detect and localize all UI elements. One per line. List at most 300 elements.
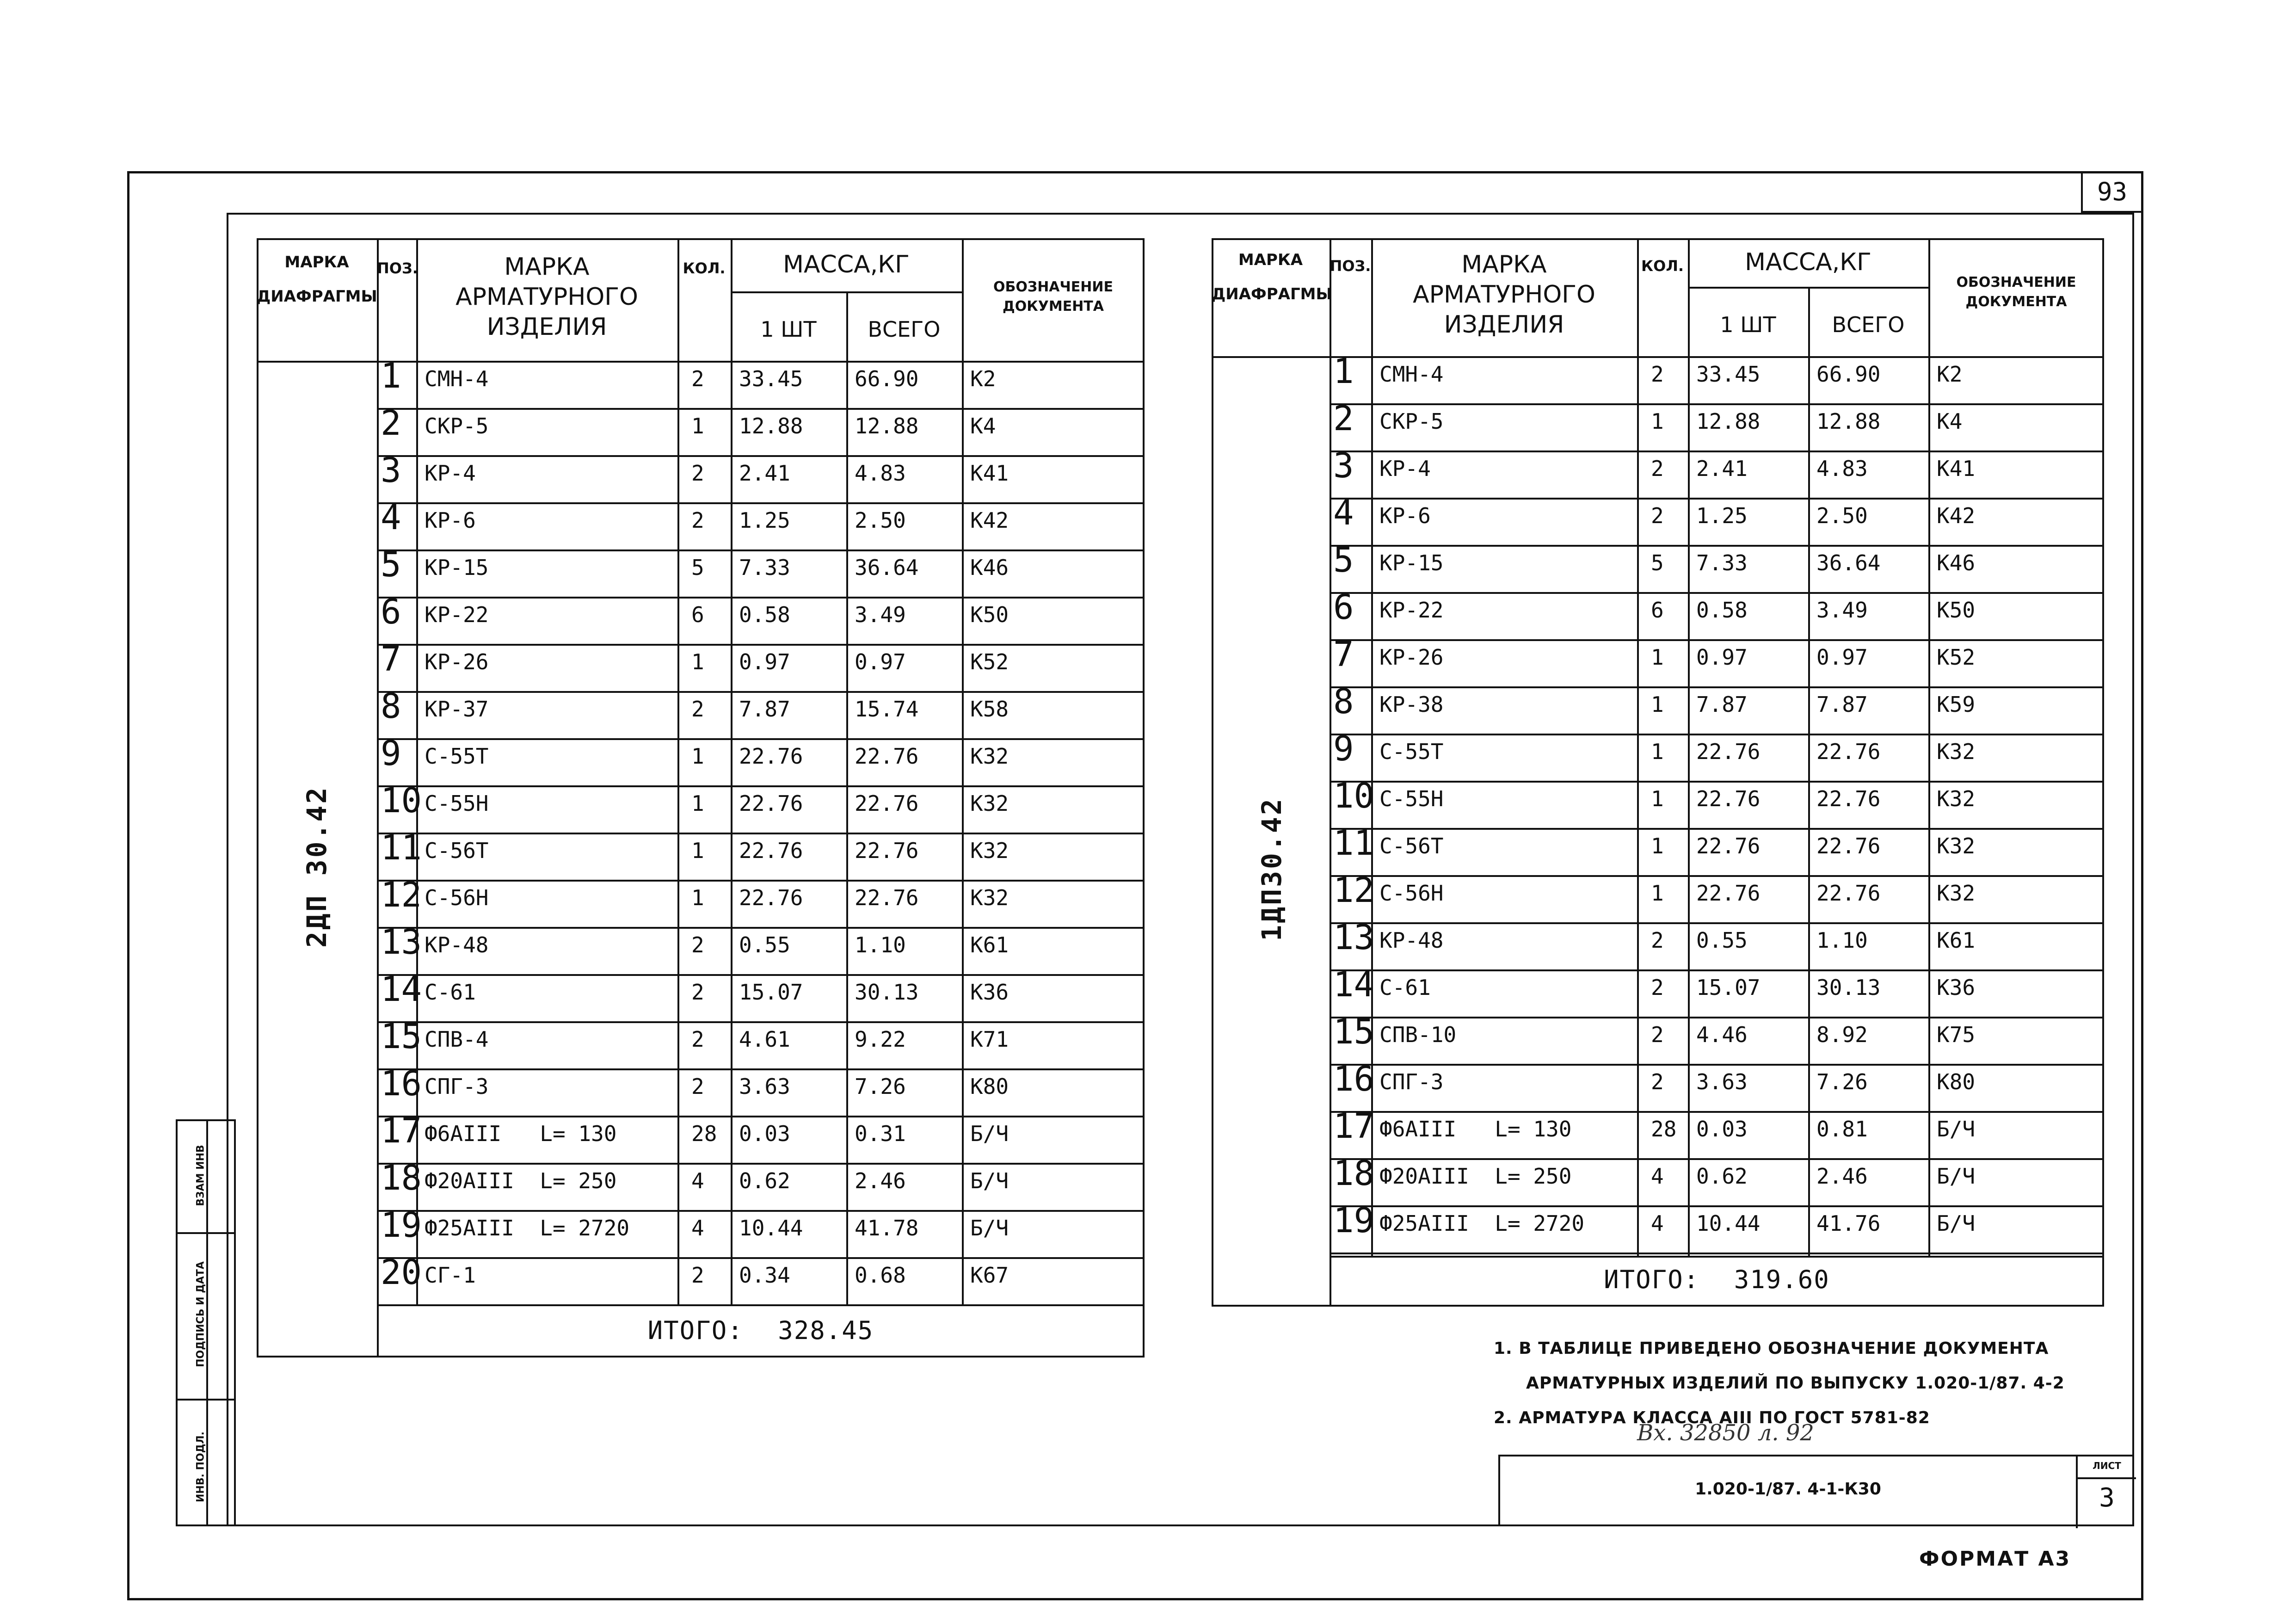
row-qty: 2 [1651, 362, 1664, 387]
row-unit-mass: 22.76 [1696, 881, 1760, 906]
row-pos: 4 [381, 498, 401, 537]
row-line [377, 644, 1145, 646]
row-line [377, 455, 1145, 457]
col-line [1637, 238, 1639, 1256]
row-qty: 4 [691, 1168, 704, 1193]
row-unit-mass: 0.62 [739, 1168, 790, 1193]
row-unit-mass: 15.07 [1696, 975, 1760, 1000]
row-doc: Б/Ч [1937, 1117, 1976, 1142]
row-total-mass: 12.88 [855, 413, 919, 438]
row-line [377, 927, 1145, 929]
header-product: МАРКА АРМАТУРНОГО ИЗДЕЛИЯ [456, 253, 638, 341]
row-unit-mass: 3.63 [739, 1074, 790, 1099]
row-mark: С-61 [425, 980, 476, 1005]
row-line [1330, 1064, 2104, 1066]
row-unit-mass: 0.97 [739, 649, 790, 674]
row-mark: С-56Т [425, 838, 489, 863]
note-1: 1. В ТАБЛИЦЕ ПРИВЕДЕНО ОБОЗНАЧЕНИЕ ДОКУМЕНТА [1494, 1339, 2049, 1358]
row-line [377, 1210, 1145, 1212]
row-unit-mass: 0.03 [1696, 1117, 1748, 1142]
row-mark: Ф25АIII L= 2720 [425, 1216, 630, 1240]
row-unit-mass: 7.33 [1696, 550, 1748, 575]
row-unit-mass: 1.25 [739, 508, 790, 533]
row-qty: 2 [1651, 503, 1664, 528]
row-line [377, 1021, 1145, 1023]
row-qty: 2 [1651, 456, 1664, 481]
row-qty: 2 [691, 461, 704, 486]
row-pos: 12 [381, 875, 422, 915]
row-mark: С-56Н [1379, 881, 1444, 906]
row-doc: К50 [970, 602, 1009, 627]
row-doc: К41 [1937, 456, 1976, 481]
row-mark: СМН-4 [425, 366, 489, 391]
row-unit-mass: 0.97 [1696, 645, 1748, 670]
stamp-col-divider [206, 1121, 208, 1524]
row-pos: 13 [381, 922, 422, 962]
header-unit: 1 ШТ [1720, 312, 1776, 337]
row-doc: К58 [970, 697, 1009, 722]
row-doc: К71 [970, 1027, 1009, 1052]
row-line [377, 833, 1145, 834]
row-pos: 20 [381, 1253, 422, 1292]
row-line [1330, 781, 2104, 783]
col-line [962, 238, 964, 1304]
row-unit-mass: 2.41 [739, 461, 790, 486]
row-qty: 4 [1651, 1211, 1664, 1236]
row-line [1330, 1111, 2104, 1113]
row-doc: К46 [1937, 550, 1976, 575]
row-line [1330, 403, 2104, 405]
row-qty: 2 [1651, 1069, 1664, 1094]
col-line [731, 238, 733, 1304]
row-qty: 1 [1651, 409, 1664, 434]
row-doc: К32 [970, 744, 1009, 769]
sheet-number: 93 [2097, 177, 2128, 206]
sheet-cell-divider [2078, 1477, 2136, 1479]
row-mark: СПВ-10 [1379, 1022, 1457, 1047]
row-mark: КР-22 [425, 602, 489, 627]
row-qty: 2 [1651, 1022, 1664, 1047]
row-line [1330, 1158, 2104, 1160]
row-qty: 2 [691, 697, 704, 722]
row-pos: 10 [381, 781, 422, 821]
row-mark: КР-6 [1379, 503, 1431, 528]
row-mark: СПГ-3 [425, 1074, 489, 1099]
row-pos: 18 [1333, 1154, 1375, 1193]
row-unit-mass: 33.45 [739, 366, 803, 391]
row-total-mass: 0.31 [855, 1121, 906, 1146]
row-pos: 7 [1333, 635, 1354, 674]
stamp-label-replace: ВЗАМ ИНВ [195, 1145, 207, 1206]
right-table [1212, 238, 2104, 1307]
row-line [377, 1116, 1145, 1117]
header-diaphragm: МАРКА ДИАФРАГМЫ [1212, 251, 1332, 304]
row-line [377, 974, 1145, 976]
row-unit-mass: 22.76 [1696, 833, 1760, 858]
row-line [1330, 969, 2104, 971]
row-total-mass: 22.76 [855, 885, 919, 910]
row-doc: К46 [970, 555, 1009, 580]
row-qty: 2 [691, 932, 704, 957]
row-qty: 1 [1651, 786, 1664, 811]
row-doc: К2 [1937, 362, 1963, 387]
row-pos: 15 [381, 1017, 422, 1056]
row-doc: К52 [1937, 645, 1976, 670]
row-pos: 16 [1333, 1059, 1375, 1099]
row-doc: К41 [970, 461, 1009, 486]
row-line [377, 1163, 1145, 1165]
row-pos: 11 [1333, 823, 1375, 863]
row-mark: КР-26 [1379, 645, 1444, 670]
row-line [1330, 734, 2104, 735]
row-pos: 3 [1333, 446, 1354, 486]
row-total-mass: 1.10 [855, 932, 906, 957]
row-pos: 12 [1333, 870, 1375, 910]
row-mark: СПВ-4 [425, 1027, 489, 1052]
row-total-mass: 3.49 [1816, 598, 1868, 623]
row-line [377, 502, 1145, 504]
total-row [377, 1316, 1145, 1345]
total-label: ИТОГО: [1604, 1265, 1700, 1294]
row-total-mass: 30.13 [855, 980, 919, 1005]
row-qty: 1 [1651, 881, 1664, 906]
row-pos: 6 [1333, 587, 1354, 627]
row-doc: К4 [970, 413, 996, 438]
row-qty: 2 [691, 1263, 704, 1288]
row-doc: К32 [970, 838, 1009, 863]
row-pos: 5 [381, 545, 401, 585]
row-mark: С-61 [1379, 975, 1431, 1000]
row-qty: 1 [691, 649, 704, 674]
row-mark: СПГ-3 [1379, 1069, 1444, 1094]
row-unit-mass: 0.34 [739, 1263, 790, 1288]
row-mark: КР-38 [1379, 692, 1444, 717]
row-mark: СГ-1 [425, 1263, 476, 1288]
row-total-mass: 41.76 [1816, 1211, 1881, 1236]
row-qty: 1 [691, 744, 704, 769]
row-pos: 1 [381, 356, 401, 396]
header-product: МАРКА АРМАТУРНОГО ИЗДЕЛИЯ [1413, 251, 1595, 339]
row-qty: 1 [691, 838, 704, 863]
header-total: ВСЕГО [868, 317, 941, 342]
row-mark: Ф6АIII L= 130 [1379, 1117, 1572, 1142]
row-qty: 2 [691, 980, 704, 1005]
row-total-mass: 4.83 [855, 461, 906, 486]
row-qty: 2 [691, 1027, 704, 1052]
row-doc: К52 [970, 649, 1009, 674]
row-doc: К32 [1937, 739, 1976, 764]
header-mass: МАССА,КГ [1745, 248, 1871, 276]
row-total-mass: 22.76 [855, 838, 919, 863]
row-mark: Ф25АIII L= 2720 [1379, 1211, 1585, 1236]
row-qty: 2 [691, 366, 704, 391]
row-total-mass: 66.90 [855, 366, 919, 391]
row-total-mass: 22.76 [855, 744, 919, 769]
row-line [1330, 1017, 2104, 1018]
row-line [1330, 875, 2104, 877]
row-unit-mass: 1.25 [1696, 503, 1748, 528]
row-total-mass: 4.83 [1816, 456, 1868, 481]
total-label: ИТОГО: [647, 1316, 744, 1345]
row-unit-mass: 22.76 [739, 838, 803, 863]
col-line [1330, 238, 1331, 1307]
col-line [1688, 238, 1690, 1256]
row-qty: 5 [1651, 550, 1664, 575]
row-line [1330, 592, 2104, 594]
total-value: 328.45 [778, 1316, 874, 1345]
row-line [377, 880, 1145, 882]
row-pos: 8 [1333, 682, 1354, 722]
row-doc: К32 [970, 885, 1009, 910]
header-diaphragm: МАРКА ДИАФРАГМЫ [257, 253, 377, 306]
row-total-mass: 2.46 [855, 1168, 906, 1193]
row-pos: 15 [1333, 1012, 1375, 1052]
row-mark: КР-26 [425, 649, 489, 674]
row-unit-mass: 22.76 [739, 885, 803, 910]
row-total-mass: 7.26 [1816, 1069, 1868, 1094]
row-pos: 14 [1333, 965, 1375, 1005]
row-line [377, 408, 1145, 410]
row-pos: 17 [1333, 1106, 1375, 1146]
row-mark: КР-6 [425, 508, 476, 533]
row-qty: 6 [691, 602, 704, 627]
row-mark: КР-37 [425, 697, 489, 722]
row-pos: 11 [381, 828, 422, 868]
sheet-number-box [2081, 171, 2143, 213]
row-unit-mass: 0.55 [1696, 928, 1748, 953]
row-unit-mass: 0.55 [739, 932, 790, 957]
row-doc: К32 [970, 791, 1009, 816]
row-pos: 9 [1333, 729, 1354, 769]
row-line [1330, 1253, 2104, 1254]
left-table [257, 238, 1145, 1358]
row-total-mass: 36.64 [855, 555, 919, 580]
row-total-mass: 9.22 [855, 1027, 906, 1052]
row-line [1330, 828, 2104, 830]
row-total-mass: 22.76 [1816, 881, 1881, 906]
col-line [377, 238, 379, 1358]
row-mark: КР-4 [425, 461, 476, 486]
row-doc: К32 [1937, 881, 1976, 906]
row-mark: КР-22 [1379, 598, 1444, 623]
row-unit-mass: 22.76 [1696, 739, 1760, 764]
row-doc: К36 [1937, 975, 1976, 1000]
row-mark: КР-48 [1379, 928, 1444, 953]
row-mark: Ф20АIII L= 250 [1379, 1164, 1572, 1189]
row-mark: С-55Н [1379, 786, 1444, 811]
row-mark: С-56Н [425, 885, 489, 910]
col-line [1808, 287, 1810, 1256]
row-doc: К61 [1937, 928, 1976, 953]
total-line [1330, 1256, 2104, 1258]
row-unit-mass: 10.44 [1696, 1211, 1760, 1236]
row-qty: 4 [691, 1216, 704, 1240]
row-qty: 1 [1651, 645, 1664, 670]
col-line [846, 291, 848, 1304]
row-pos: 9 [381, 734, 401, 773]
row-unit-mass: 0.58 [739, 602, 790, 627]
row-total-mass: 30.13 [1816, 975, 1881, 1000]
row-pos: 4 [1333, 493, 1354, 533]
total-value: 319.60 [1734, 1265, 1830, 1294]
note-2: 2. АРМАТУРА КЛАССА АIII ПО ГОСТ 5781-82 [1494, 1408, 1930, 1427]
row-line [1330, 922, 2104, 924]
row-doc: К61 [970, 932, 1009, 957]
row-pos: 6 [381, 592, 401, 632]
row-doc: К32 [1937, 786, 1976, 811]
row-mark: КР-4 [1379, 456, 1431, 481]
row-total-mass: 3.49 [855, 602, 906, 627]
row-total-mass: 2.46 [1816, 1164, 1868, 1189]
title-block [1498, 1455, 2134, 1526]
header-mass: МАССА,КГ [783, 251, 910, 278]
row-doc: К42 [1937, 503, 1976, 528]
row-doc: Б/Ч [1937, 1211, 1976, 1236]
row-line [377, 1304, 1145, 1306]
col-line [1928, 238, 1930, 1256]
row-pos: 5 [1333, 540, 1354, 580]
row-doc: К80 [970, 1074, 1009, 1099]
row-doc: Б/Ч [970, 1121, 1009, 1146]
row-doc: К4 [1937, 409, 1963, 434]
row-mark: С-55Н [425, 791, 489, 816]
row-total-mass: 12.88 [1816, 409, 1881, 434]
row-line [1330, 498, 2104, 500]
header-pos: ПОЗ. [1330, 257, 1371, 275]
stamp-label-sign: ПОДПИСЬ И ДАТА [195, 1261, 207, 1367]
row-unit-mass: 0.58 [1696, 598, 1748, 623]
row-unit-mass: 33.45 [1696, 362, 1760, 387]
header-pos: ПОЗ. [377, 259, 418, 277]
row-total-mass: 15.74 [855, 697, 919, 722]
row-pos: 16 [381, 1064, 422, 1104]
row-line [1330, 1205, 2104, 1207]
row-line [1330, 450, 2104, 452]
row-unit-mass: 0.62 [1696, 1164, 1748, 1189]
row-doc: Б/Ч [1937, 1164, 1976, 1189]
row-total-mass: 0.68 [855, 1263, 906, 1288]
row-qty: 4 [1651, 1164, 1664, 1189]
row-qty: 2 [1651, 975, 1664, 1000]
row-qty: 28 [691, 1121, 717, 1146]
header-unit: 1 ШТ [760, 317, 817, 342]
row-total-mass: 41.78 [855, 1216, 919, 1240]
row-line [377, 1257, 1145, 1259]
row-line [1330, 639, 2104, 641]
title-code: 1.020-1/87. 4-1-К30 [1695, 1480, 1881, 1499]
row-qty: 1 [1651, 692, 1664, 717]
row-doc: К32 [1937, 833, 1976, 858]
side-stamp [176, 1119, 236, 1526]
row-total-mass: 66.90 [1816, 362, 1881, 387]
row-doc: К36 [970, 980, 1009, 1005]
row-qty: 5 [691, 555, 704, 580]
row-mark: СМН-4 [1379, 362, 1444, 387]
row-line [377, 1068, 1145, 1070]
row-total-mass: 22.76 [855, 791, 919, 816]
row-doc: К80 [1937, 1069, 1976, 1094]
row-qty: 28 [1651, 1117, 1677, 1142]
header-document: ОБОЗНАЧЕНИЕ ДОКУМЕНТА [993, 279, 1113, 315]
row-pos: 7 [381, 639, 401, 679]
row-total-mass: 22.76 [1816, 739, 1881, 764]
row-mark: С-55Т [1379, 739, 1444, 764]
row-mark: Ф6АIII L= 130 [425, 1121, 617, 1146]
row-qty: 1 [1651, 833, 1664, 858]
row-pos: 2 [1333, 399, 1354, 438]
row-total-mass: 0.97 [855, 649, 906, 674]
row-pos: 18 [381, 1158, 422, 1198]
row-pos: 17 [381, 1111, 422, 1151]
row-unit-mass: 12.88 [739, 413, 803, 438]
stamp-divider [178, 1232, 234, 1234]
row-total-mass: 0.81 [1816, 1117, 1868, 1142]
row-unit-mass: 2.41 [1696, 456, 1748, 481]
row-doc: Б/Ч [970, 1216, 1009, 1240]
note-1-cont: АРМАТУРНЫХ ИЗДЕЛИЙ ПО ВЫПУСКУ 1.020-1/87. 4-2 [1526, 1374, 2065, 1393]
handwritten-reference: Вх. 32850 л. 92 [1637, 1420, 1814, 1446]
row-line [1330, 545, 2104, 547]
row-mark: СКР-5 [425, 413, 489, 438]
row-qty: 1 [691, 791, 704, 816]
header-qty: КОЛ. [683, 259, 726, 277]
sheet-cell [2076, 1456, 2136, 1528]
row-unit-mass: 7.87 [739, 697, 790, 722]
row-pos: 2 [381, 403, 401, 443]
row-line [377, 597, 1145, 599]
row-unit-mass: 7.33 [739, 555, 790, 580]
row-mark: КР-15 [425, 555, 489, 580]
row-mark: С-55Т [425, 744, 489, 769]
header-total: ВСЕГО [1832, 312, 1905, 337]
row-doc: К75 [1937, 1022, 1976, 1047]
row-line [377, 691, 1145, 693]
row-line [1330, 686, 2104, 688]
diaphragm-mark: 2ДП 30.42 [301, 785, 332, 948]
row-mark: С-56Т [1379, 833, 1444, 858]
row-total-mass: 7.26 [855, 1074, 906, 1099]
header-document: ОБОЗНАЧЕНИЕ ДОКУМЕНТА [1956, 274, 2076, 310]
row-qty: 1 [691, 885, 704, 910]
row-pos: 19 [381, 1205, 422, 1245]
row-qty: 6 [1651, 598, 1664, 623]
row-total-mass: 0.97 [1816, 645, 1868, 670]
total-row [1330, 1265, 2104, 1294]
row-pos: 13 [1333, 918, 1375, 957]
row-unit-mass: 3.63 [1696, 1069, 1748, 1094]
row-qty: 1 [1651, 739, 1664, 764]
row-unit-mass: 4.61 [739, 1027, 790, 1052]
row-total-mass: 2.50 [855, 508, 906, 533]
row-unit-mass: 22.76 [739, 791, 803, 816]
col-line [1371, 238, 1373, 1256]
stamp-divider [178, 1399, 234, 1401]
stamp-label-inv: ИНВ. ПОДЛ. [195, 1432, 207, 1502]
row-mark: СКР-5 [1379, 409, 1444, 434]
header-qty: КОЛ. [1641, 257, 1684, 275]
row-unit-mass: 10.44 [739, 1216, 803, 1240]
row-unit-mass: 15.07 [739, 980, 803, 1005]
row-qty: 2 [691, 1074, 704, 1099]
row-pos: 10 [1333, 776, 1375, 816]
row-mark: Ф20АIII L= 250 [425, 1168, 617, 1193]
row-qty: 1 [691, 413, 704, 438]
row-unit-mass: 7.87 [1696, 692, 1748, 717]
row-unit-mass: 22.76 [1696, 786, 1760, 811]
row-unit-mass: 12.88 [1696, 409, 1760, 434]
row-doc: К2 [970, 366, 996, 391]
row-unit-mass: 0.03 [739, 1121, 790, 1146]
